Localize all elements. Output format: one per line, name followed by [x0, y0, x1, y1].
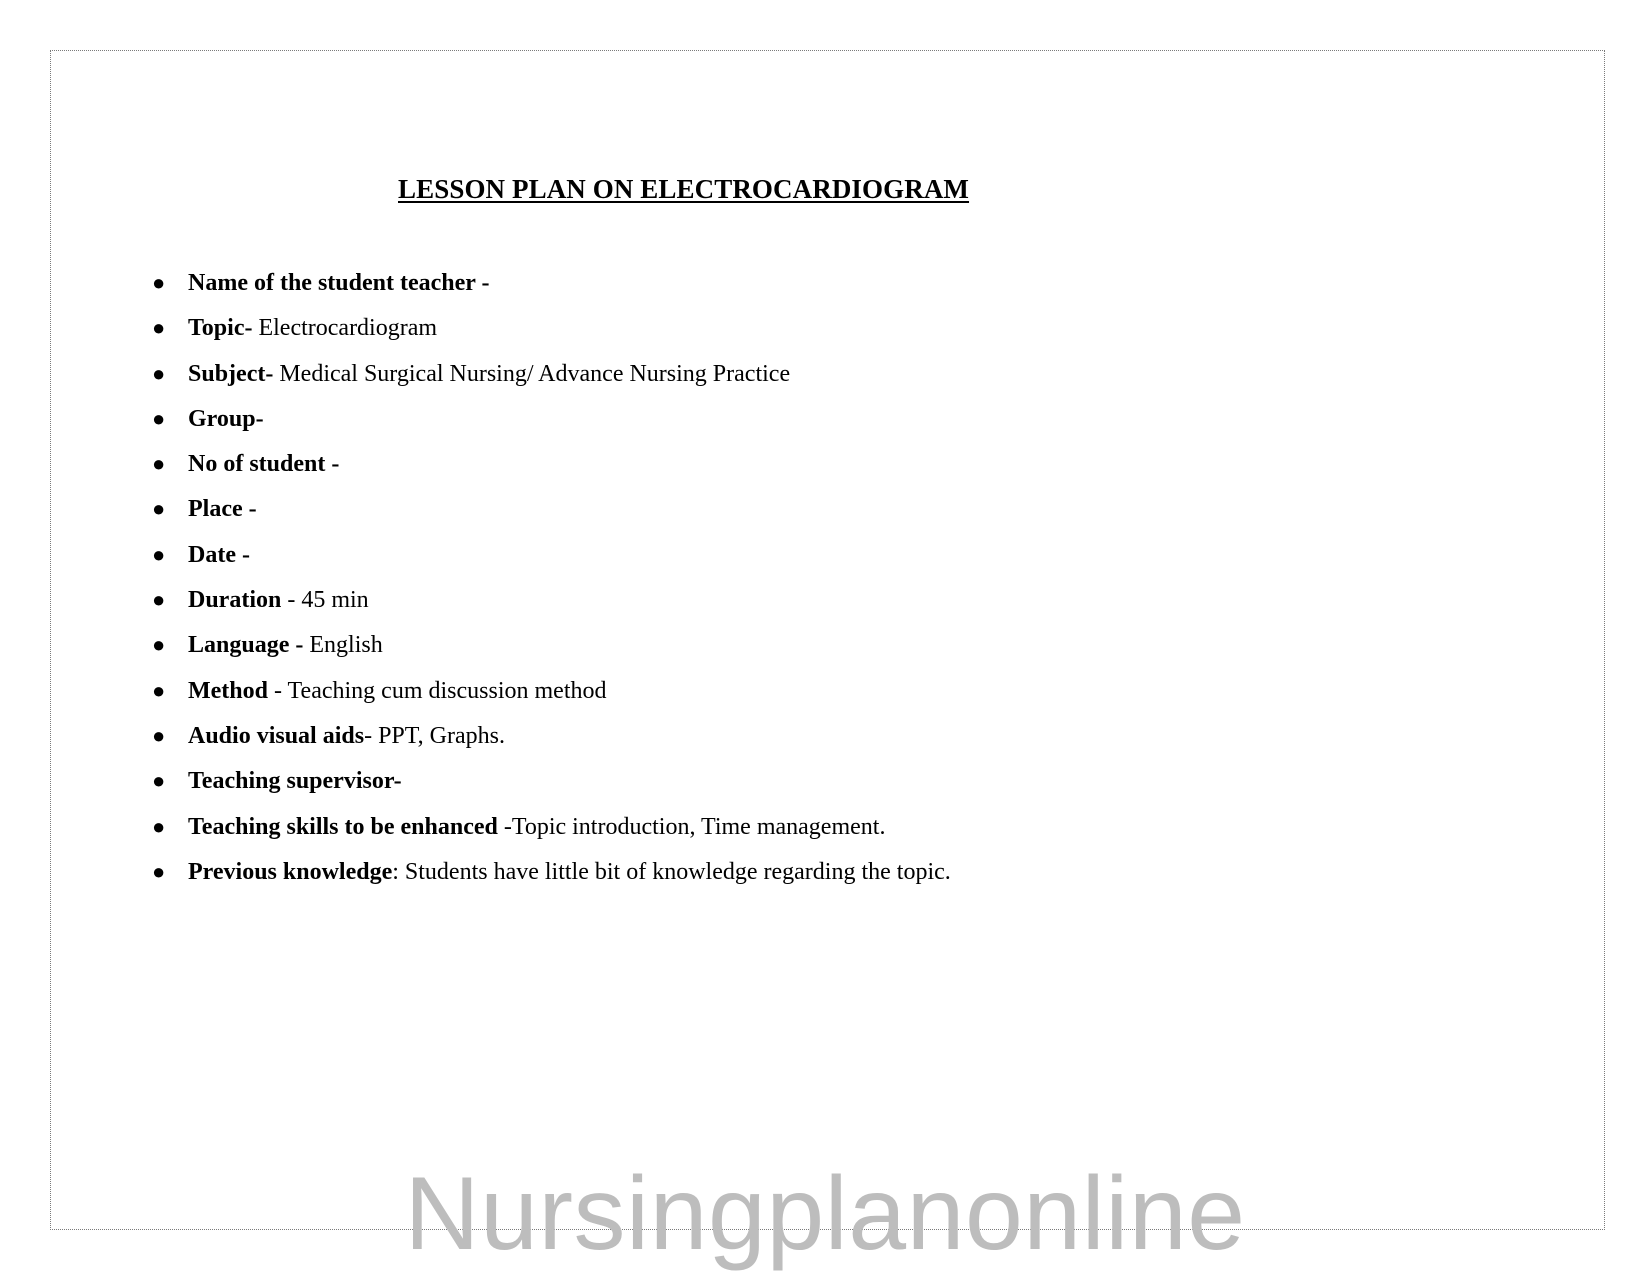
item-label: Place -: [188, 496, 257, 523]
bullet-icon: ●: [152, 451, 166, 477]
bullet-icon: ●: [152, 360, 166, 386]
bullet-icon: ●: [152, 677, 166, 703]
lesson-info-list: [150, 264, 951, 898]
item-label: Teaching skills to be enhanced: [188, 813, 498, 840]
item-label: Topic-: [188, 315, 253, 342]
bullet-icon: ●: [152, 858, 166, 884]
bullet-icon: ●: [152, 768, 166, 794]
item-value: -Topic introduction, Time management.: [497, 813, 886, 840]
info-item-subject: [150, 355, 951, 400]
item-label: Group-: [188, 405, 264, 432]
bullet-icon: ●: [152, 813, 166, 839]
info-item-language: [150, 626, 951, 671]
item-label: Subject-: [188, 360, 274, 387]
bullet-icon: ●: [152, 496, 166, 522]
item-label: No of student -: [188, 451, 340, 478]
bullet-icon: ●: [152, 270, 166, 295]
info-item-group: [150, 400, 951, 445]
item-label: Name of the student teacher -: [188, 270, 490, 296]
info-item-place: [150, 490, 951, 535]
item-value: - 45 min: [281, 587, 369, 614]
item-value: : Students have little bit of knowledge regarding the topic.: [392, 858, 951, 885]
item-value: - Teaching cum discussion method: [268, 677, 607, 704]
bullet-icon: ●: [152, 722, 166, 748]
item-label: Date -: [188, 541, 250, 568]
bullet-icon: ●: [152, 541, 166, 567]
info-item-method: [150, 672, 951, 717]
document-title: LESSON PLAN ON ELECTROCARDIOGRAM: [398, 174, 970, 204]
item-label: Audio visual aids: [188, 722, 365, 749]
item-label: Duration: [188, 587, 282, 614]
info-item-teaching-supervisor: [150, 762, 951, 807]
item-label: Previous knowledge: [188, 858, 393, 885]
item-value: - PPT, Graphs.: [364, 722, 505, 749]
info-item-duration: [150, 581, 951, 626]
item-label: Language -: [188, 632, 304, 659]
info-item-previous-knowledge: [150, 853, 951, 898]
info-item-date: [150, 536, 951, 581]
info-item-no-of-student: [150, 445, 951, 490]
info-item-topic: [150, 309, 951, 354]
bullet-icon: ●: [152, 405, 166, 431]
watermark: Nursingplanonline: [404, 1156, 1246, 1272]
item-label: Method: [188, 677, 268, 704]
item-value: Electrocardiogram: [252, 315, 438, 342]
bullet-icon: ●: [152, 632, 166, 658]
item-value: Medical Surgical Nursing/ Advance Nursing Practice: [273, 360, 791, 387]
item-label: Teaching supervisor-: [188, 768, 402, 795]
bullet-icon: ●: [152, 315, 166, 341]
bullet-icon: ●: [152, 587, 166, 613]
info-item-student-teacher: [150, 264, 951, 309]
info-item-audio-visual-aids: [150, 717, 951, 762]
item-value: English: [303, 632, 383, 659]
info-item-teaching-skills: [150, 808, 951, 853]
